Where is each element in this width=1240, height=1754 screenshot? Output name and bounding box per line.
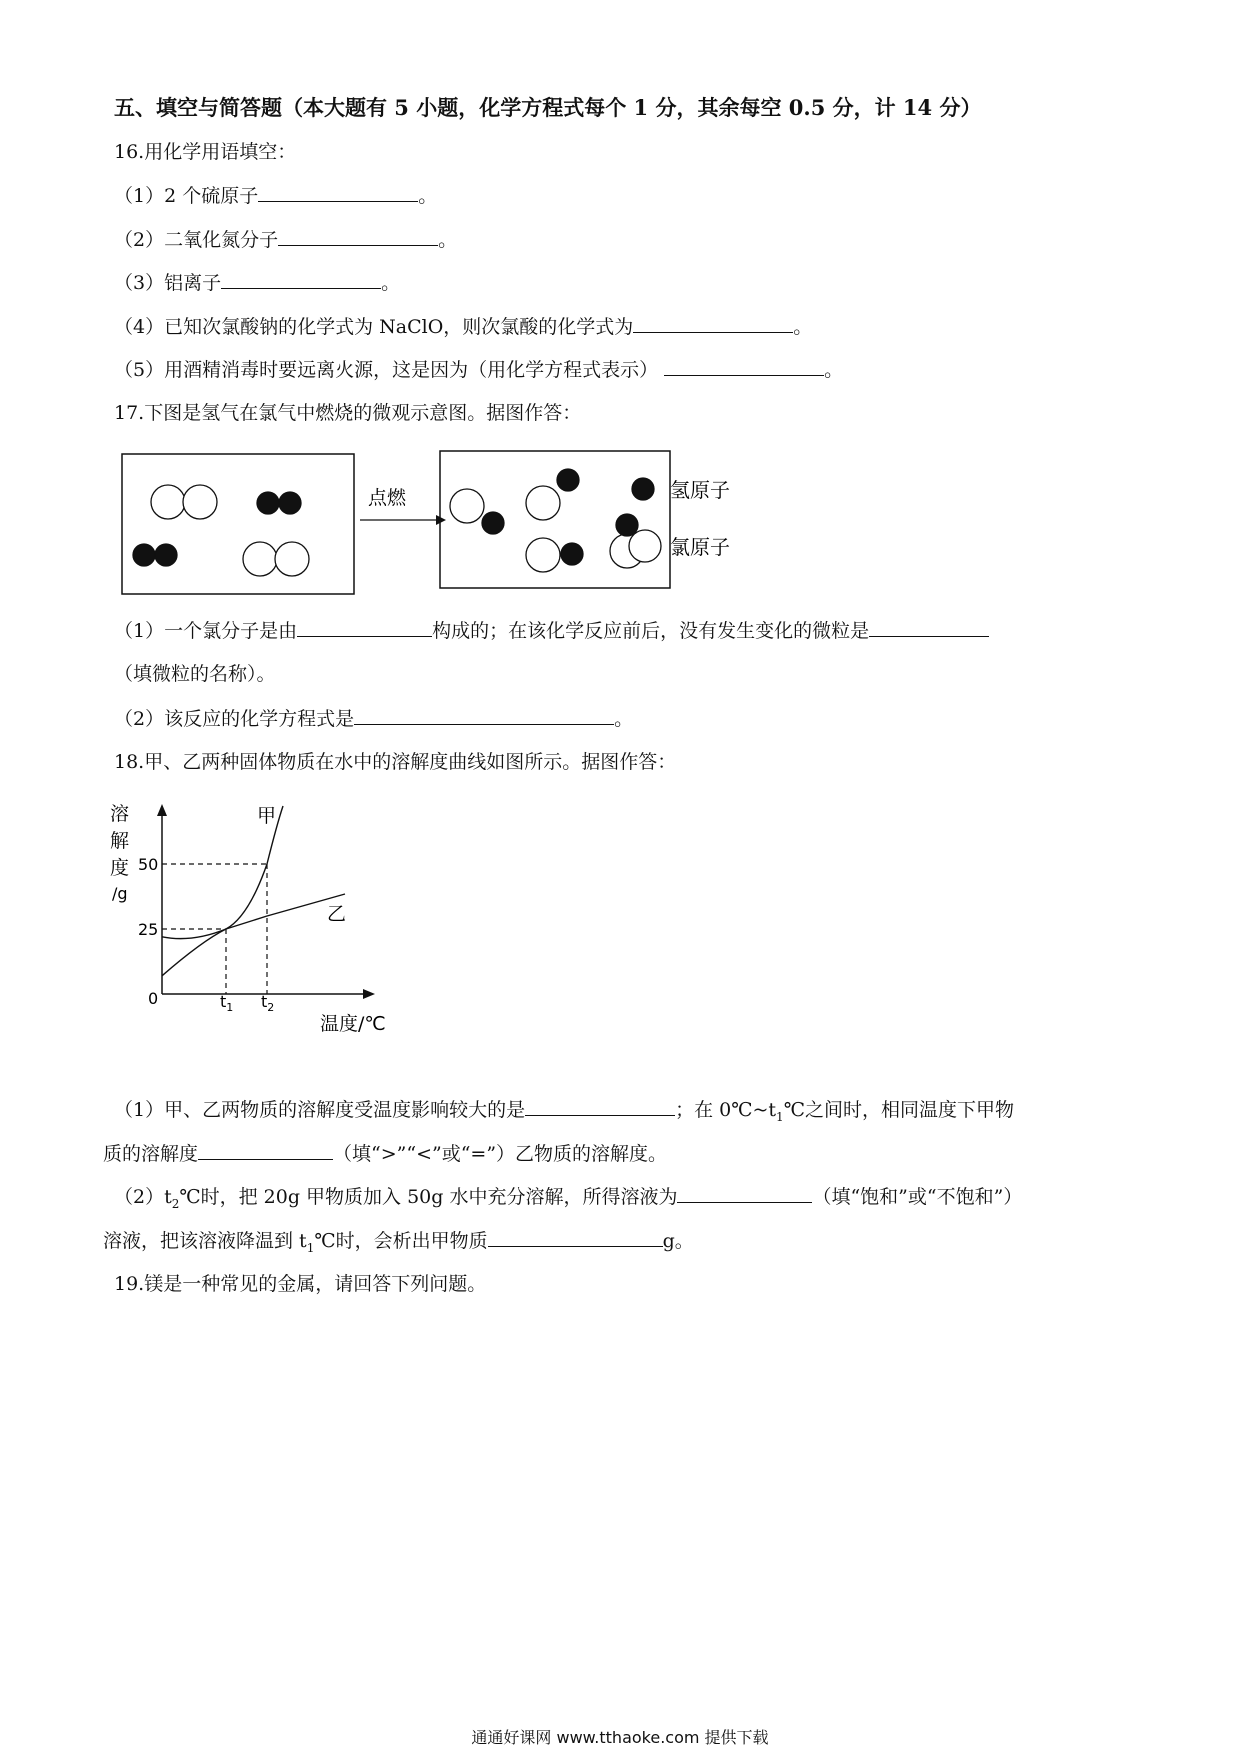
q18-part2-text-d: 溶液，把该溶液降温到 t <box>103 1230 307 1252</box>
q18-part1-text-e: （填“>”“<”或“=”）乙物质的溶解度。 <box>333 1143 668 1165</box>
q16-stem: 16.用化学用语填空： <box>114 141 297 163</box>
y-axis-arrow <box>157 804 167 816</box>
q18-part2-text-b: ℃时，把 20g 甲物质加入 50g 水中充分溶解，所得溶液为 <box>179 1186 678 1208</box>
period: 。 <box>614 708 634 730</box>
q17-part1 <box>114 618 989 643</box>
solubility-chart <box>110 800 410 1050</box>
q18-part1-text-b: ；在 0℃~t <box>675 1099 777 1121</box>
q17-part1-text-a: （1）一个氯分子是由 <box>114 620 298 642</box>
period: 。 <box>381 272 401 294</box>
subscript: 1 <box>306 1240 315 1255</box>
subscript: 2 <box>171 1196 180 1211</box>
q18-part2-text-e: ℃时，会析出甲物质 <box>314 1230 488 1252</box>
q16-part5-text: （5）用酒精消毒时要远离火源，这是因为（用化学方程式表示） <box>114 359 659 381</box>
subscript: 1 <box>776 1109 784 1124</box>
q18-part2-text-a: （2）t <box>114 1186 172 1208</box>
answer-blank[interactable] <box>525 1097 675 1116</box>
answer-blank[interactable] <box>198 1141 333 1160</box>
x-tick-label: $t_1$ <box>220 992 234 1014</box>
q18-part2-text-c: （填“饱和”或“不饱和”） <box>812 1186 1023 1208</box>
q18-part2-text-f: g。 <box>662 1230 694 1252</box>
x-axis-label: 温度/℃ <box>320 1013 386 1035</box>
reaction-diagram <box>110 448 830 598</box>
answer-blank[interactable] <box>488 1228 663 1247</box>
legend-chlorine: 氯原子 <box>670 535 730 559</box>
x-axis-arrow <box>363 989 375 999</box>
x-tick-label: $t_2$ <box>261 992 275 1014</box>
q18-part1-cont <box>103 1141 667 1166</box>
q18-part2 <box>114 1184 1022 1216</box>
series-yi-line <box>162 894 345 939</box>
y-tick-label: 50 <box>138 855 159 874</box>
arrow-label: 点燃 <box>368 487 407 509</box>
period: 。 <box>438 229 458 251</box>
period: 。 <box>418 185 438 207</box>
section-title: 五、填空与简答题（本大题有 5 小题，化学方程式每个 1 分，其余每空 0.5 分，计 14 分） <box>114 95 982 120</box>
q16-part3-text: （3）铝离子 <box>114 272 222 294</box>
answer-blank[interactable] <box>664 357 824 376</box>
answer-blank[interactable] <box>354 706 614 725</box>
answer-blank[interactable] <box>633 314 793 333</box>
x-tick-label: 0 <box>148 989 159 1008</box>
q18-part1-text-a: （1）甲、乙两物质的溶解度受温度影响较大的是 <box>114 1099 526 1121</box>
q16-part2-text: （2）二氧化氮分子 <box>114 229 279 251</box>
q17-part1-text-b: 构成的；在该化学反应前后，没有发生变化的微粒是 <box>432 620 870 642</box>
q16-part1 <box>114 183 437 208</box>
y-axis-label: 溶解度/g <box>110 803 130 903</box>
answer-blank[interactable] <box>258 183 418 202</box>
q16-part4 <box>114 314 812 339</box>
q18-part1-text-d: 质的溶解度 <box>103 1143 199 1165</box>
answer-blank[interactable] <box>297 618 432 637</box>
answer-blank[interactable] <box>278 227 438 246</box>
q17-part2-text: （2）该反应的化学方程式是 <box>114 708 355 730</box>
period: 。 <box>824 359 844 381</box>
q16-part1-text: （1）2 个硫原子 <box>114 185 259 207</box>
q18-stem: 18.甲、乙两种固体物质在水中的溶解度曲线如图所示。据图作答： <box>114 751 677 773</box>
q18-part1 <box>114 1097 1014 1129</box>
answer-blank[interactable] <box>221 270 381 289</box>
answer-blank[interactable] <box>869 618 989 637</box>
q19-stem: 19.镁是一种常见的金属，请回答下列问题。 <box>114 1273 487 1295</box>
q18-part2-cont <box>103 1228 694 1260</box>
footer-source: 通通好课网 www.tthaoke.com 提供下载 <box>471 1728 769 1747</box>
y-tick-label: 25 <box>138 920 159 939</box>
q17-part1-cont: （填微粒的名称）。 <box>114 663 276 685</box>
q18-part1-text-c: ℃之间时，相同温度下甲物 <box>783 1099 1014 1121</box>
q17-part2 <box>114 706 633 731</box>
period: 。 <box>793 316 813 338</box>
series-yi-label: 乙 <box>327 903 347 925</box>
q16-part5 <box>114 357 843 382</box>
series-jia-line <box>162 806 283 976</box>
legend-hydrogen: 氢原子 <box>670 478 730 502</box>
q17-stem: 17.下图是氢气在氯气中燃烧的微观示意图。据图作答： <box>114 402 582 424</box>
q16-part2 <box>114 227 457 252</box>
q16-part3 <box>114 270 400 295</box>
q16-part4-text: （4）已知次氯酸钠的化学式为 NaClO，则次氯酸的化学式为 <box>114 316 634 338</box>
series-jia-label: 甲 <box>257 805 277 827</box>
answer-blank[interactable] <box>677 1184 812 1203</box>
